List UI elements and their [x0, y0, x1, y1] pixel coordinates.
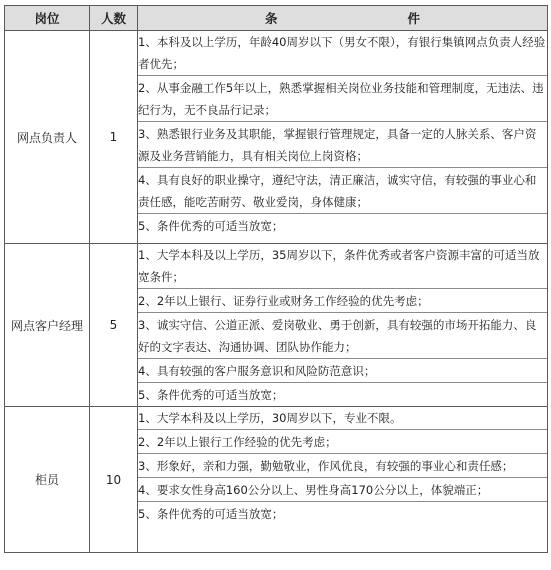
condition-item: 5、条件优秀的可适当放宽； — [138, 388, 284, 402]
position-cell: 网点客户经理 — [5, 244, 90, 407]
conditions-cell — [138, 407, 548, 553]
condition-item: 3、熟悉银行业务及其职能，掌握银行管理规定，具备一定的人脉关系、客户资源及业务营销能力，具有相关岗位上岗资格； — [138, 123, 547, 168]
condition-item: 2、2年以上银行工作经验的优先考虑； — [138, 431, 547, 454]
position-cell: 柜员 — [5, 407, 90, 553]
header-conditions-right: 件 — [407, 11, 421, 26]
condition-item: 2、2年以上银行、证券行业或财务工作经验的优先考虑； — [138, 290, 547, 313]
condition-item: 1、大学本科及以上学历，30周岁以下，专业不限。 — [138, 407, 547, 430]
table-row-teller — [5, 407, 548, 553]
conditions-cell — [138, 244, 548, 407]
condition-item: 3、诚实守信、公道正派、爱岗敬业、勇于创新，具有较强的市场开拓能力、良好的文字表达、沟通协调、团队协作能力； — [138, 314, 547, 359]
count-cell: 5 — [90, 244, 138, 407]
condition-item: 4、具有良好的职业操守，遵纪守法，清正廉洁，诚实守信，有较强的事业心和责任感，能吃苦耐劳、敬业爱岗，身体健康； — [138, 169, 547, 214]
condition-item: 2、从事金融工作5年以上，熟悉掌握相关岗位业务技能和管理制度，无违法、违纪行为，无不良品行记录； — [138, 77, 547, 122]
count-cell: 1 — [90, 31, 138, 244]
condition-item: 5、条件优秀的可适当放宽； — [138, 507, 284, 521]
condition-item: 1、本科及以上学历，年龄40周岁以下（男女不限），有银行集镇网点负责人经验者优先； — [138, 31, 547, 76]
condition-item: 3、形象好，亲和力强，勤勉敬业，作风优良，有较强的事业心和责任感； — [138, 455, 547, 478]
condition-item: 5、条件优秀的可适当放宽； — [138, 219, 284, 233]
table-row-account-manager — [5, 244, 548, 407]
header-conditions-left: 条 — [264, 11, 278, 26]
recruitment-table — [4, 5, 548, 553]
condition-item: 1、大学本科及以上学历，35周岁以下，条件优秀或者客户资源丰富的可适当放宽条件； — [138, 244, 547, 289]
header-conditions — [138, 6, 548, 31]
header-count: 人数 — [90, 6, 138, 31]
conditions-cell — [138, 31, 548, 244]
table-row-branch-manager — [5, 31, 548, 244]
header-position: 岗位 — [5, 6, 90, 31]
table-header-row — [5, 6, 548, 31]
condition-item: 4、具有较强的客户服务意识和风险防范意识； — [138, 360, 547, 383]
count-cell: 10 — [90, 407, 138, 553]
condition-item: 4、要求女性身高160公分以上、男性身高170公分以上，体貌端正； — [138, 479, 547, 502]
position-cell: 网点负责人 — [5, 31, 90, 244]
